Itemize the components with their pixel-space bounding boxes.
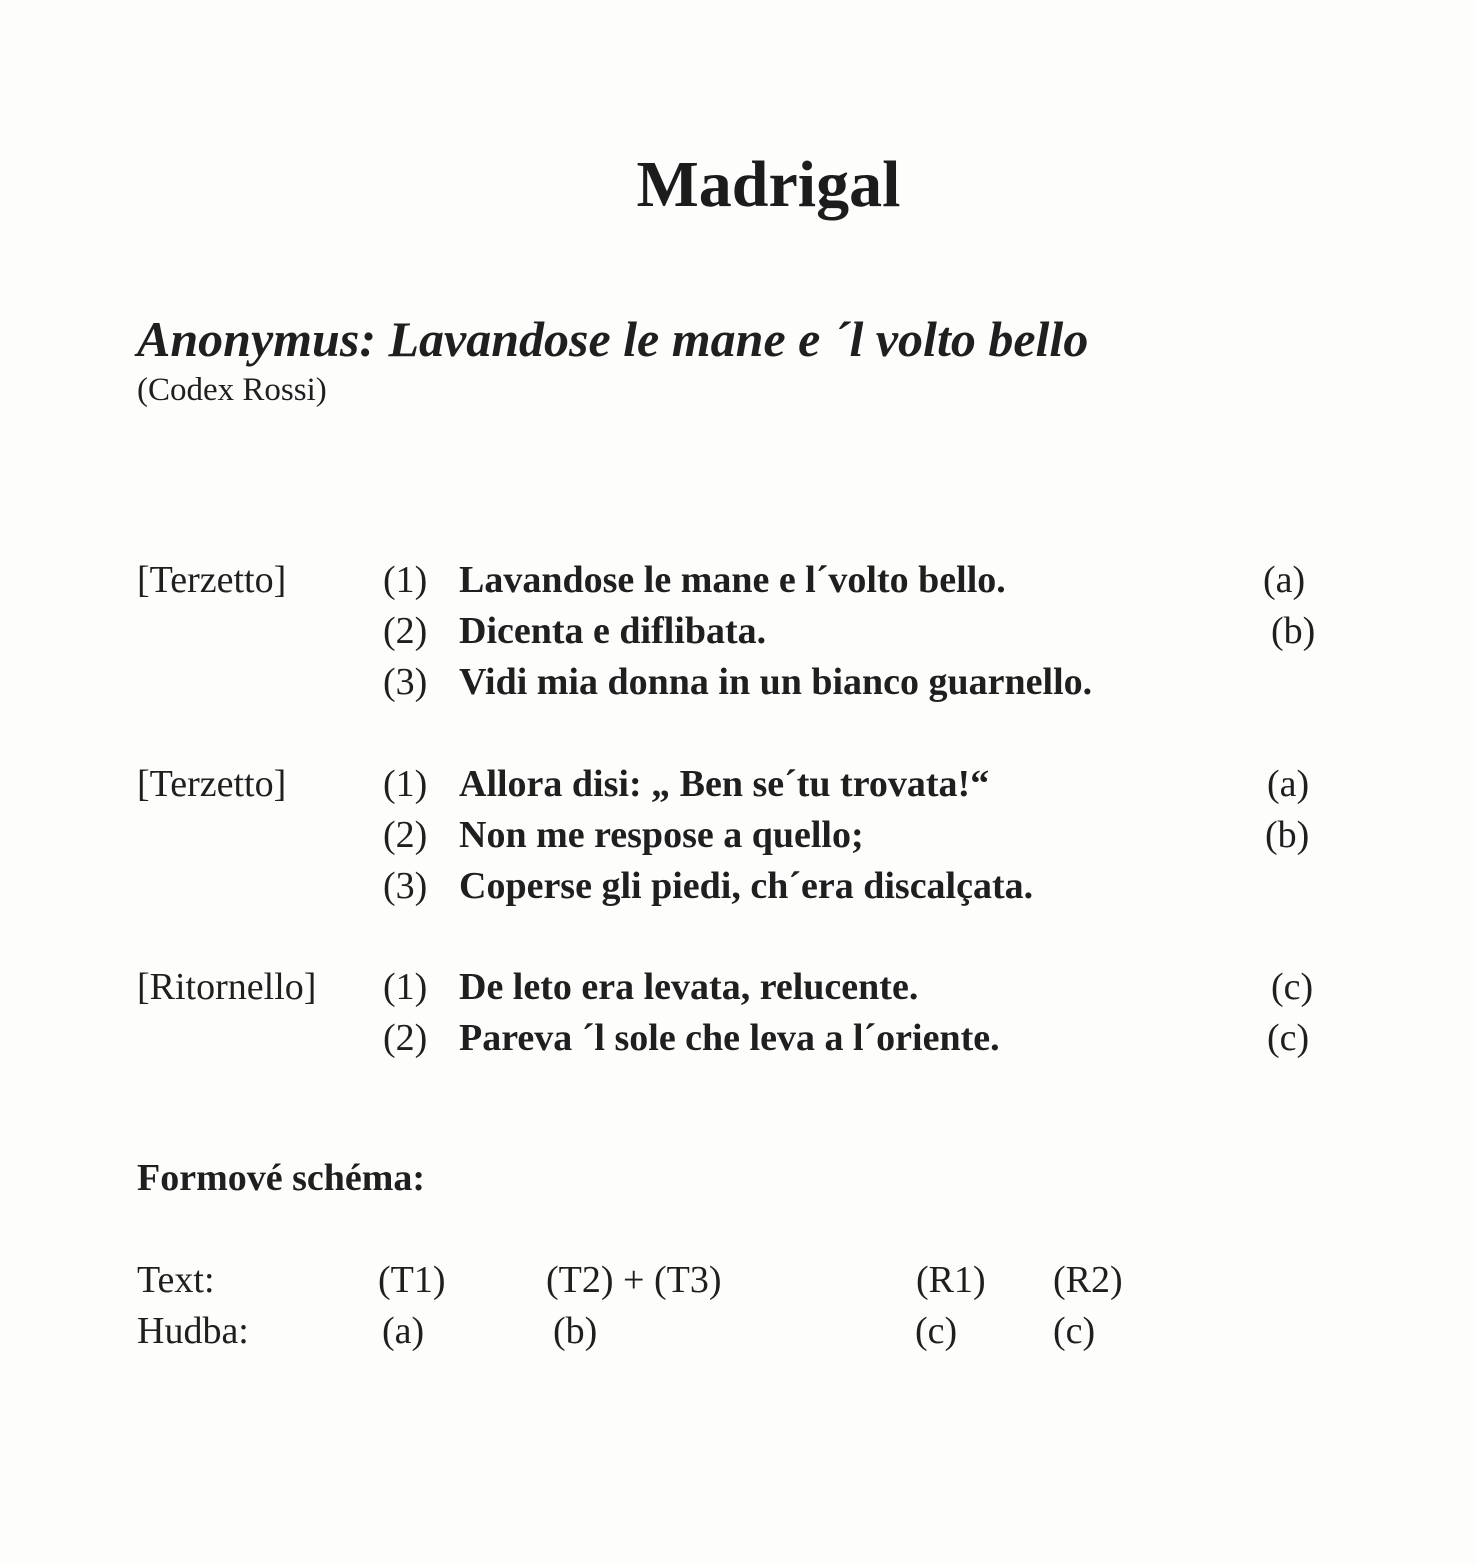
schema-cell: (c): [915, 1310, 958, 1352]
line-number: (1): [383, 966, 428, 1008]
line-text: Allora disi: „ Ben se´tu trovata!“: [459, 763, 990, 805]
work-title: Anonymus: Lavandose le mane e ´l volto bello: [137, 311, 1089, 367]
schema-row-label: Hudba:: [137, 1310, 249, 1352]
schema-cell: (c): [1053, 1310, 1096, 1352]
verse-line: [0, 760, 1477, 811]
line-text: Vidi mia donna in un bianco guarnello.: [459, 661, 1093, 703]
section-label: [Ritornello]: [137, 966, 317, 1008]
schema-cell: (a): [382, 1310, 425, 1352]
schema-text-row: [0, 1256, 1477, 1306]
schema-cell: (R2): [1053, 1259, 1123, 1301]
verse-line: [0, 963, 1477, 1014]
line-text: Dicenta e diflibata.: [459, 610, 767, 652]
schema-cell: (b): [553, 1310, 598, 1352]
verse-line: [0, 607, 1477, 658]
schema-cell: (T1): [378, 1259, 446, 1301]
schema-cell: (R1): [916, 1259, 986, 1301]
schema-heading: Formové schéma:: [137, 1157, 426, 1199]
schema-row-label: Text:: [137, 1259, 215, 1301]
section-label: [Terzetto]: [137, 559, 287, 601]
rhyme-letter: (b): [1271, 610, 1316, 652]
line-number: (1): [383, 763, 428, 805]
verse-line: [0, 811, 1477, 862]
schema-cell: (T2) + (T3): [546, 1259, 722, 1301]
line-text: Lavandose le mane e l´volto bello.: [459, 559, 1006, 601]
verse-line: [0, 862, 1477, 913]
line-number: (3): [383, 865, 428, 907]
rhyme-letter: (a): [1267, 763, 1310, 805]
rhyme-letter: (c): [1267, 1017, 1310, 1059]
line-text: Pareva ´l sole che leva a l´oriente.: [459, 1017, 1000, 1059]
line-text: De leto era levata, relucente.: [459, 966, 919, 1008]
line-number: (2): [383, 1017, 428, 1059]
line-number: (2): [383, 814, 428, 856]
line-text: Coperse gli piedi, ch´era discalçata.: [459, 865, 1034, 907]
schema-music-row: [0, 1307, 1477, 1357]
work-source: (Codex Rossi): [137, 372, 327, 408]
section-label: [Terzetto]: [137, 763, 287, 805]
page-title: Madrigal: [636, 148, 901, 221]
line-number: (2): [383, 610, 428, 652]
verse-line: [0, 658, 1477, 709]
verse-line: [0, 1014, 1477, 1065]
verse-line: [0, 556, 1477, 607]
line-number: (3): [383, 661, 428, 703]
rhyme-letter: (c): [1271, 966, 1314, 1008]
rhyme-letter: (a): [1263, 559, 1306, 601]
line-text: Non me respose a quello;: [459, 814, 864, 856]
line-number: (1): [383, 559, 428, 601]
rhyme-letter: (b): [1265, 814, 1310, 856]
